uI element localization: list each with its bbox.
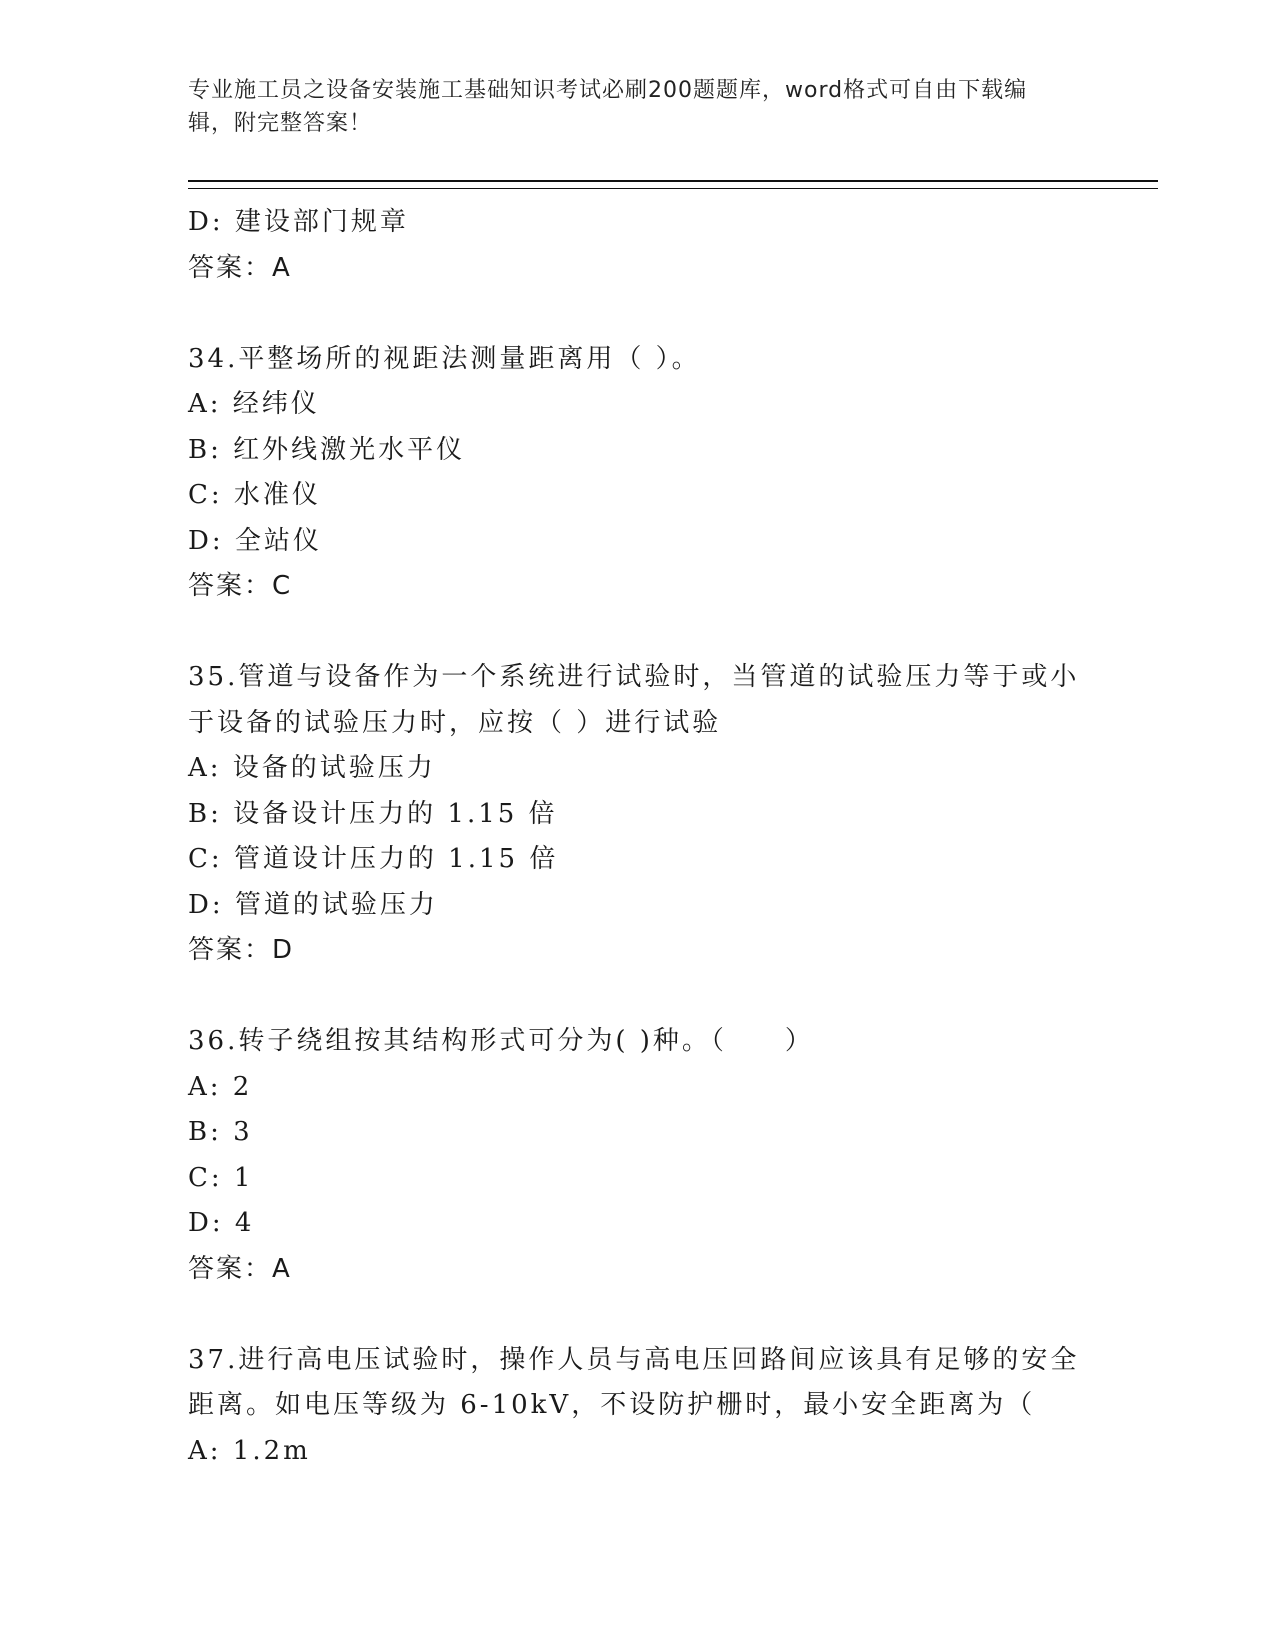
option-d: D: 4 [188, 1208, 255, 1238]
question-stem-line-2: 距离。如电压等级为 6-10kV，不设防护栅时，最小安全距离为（ [188, 1390, 1036, 1420]
spacer [188, 610, 1158, 656]
option-a: A: 经纬仪 [188, 389, 320, 419]
answer-line: 答案：C [188, 571, 293, 601]
question-34 [188, 337, 1158, 610]
option-c: C: 管道设计压力的 1.15 倍 [188, 844, 559, 874]
option-b: B: 红外线激光水平仪 [188, 434, 466, 465]
question-stem-line-1: 37.进行高电压试验时，操作人员与高电压回路间应该具有足够的安全 [188, 1344, 1080, 1375]
question-35 [188, 655, 1158, 974]
question-37 [188, 1338, 1158, 1475]
question-stem: 34.平整场所的视距法测量距离用（ ）。 [188, 343, 701, 374]
answer-line: 答案：D [188, 935, 295, 965]
question-stem-line-2: 于设备的试验压力时，应按（ ）进行试验 [188, 707, 722, 738]
option-d: D: 建设部门规章 [188, 207, 409, 237]
spacer [188, 974, 1158, 1020]
option-c: C: 1 [188, 1162, 254, 1193]
question-36 [188, 1019, 1158, 1292]
option-b: B: 3 [188, 1117, 253, 1147]
question-stem-line-1: 35.管道与设备作为一个系统进行试验时，当管道的试验压力等于或小 [188, 662, 1080, 692]
question-stem: 36.转子绕组按其结构形式可分为( )种。（ ） [188, 1026, 814, 1056]
option-a: A: 设备的试验压力 [188, 753, 436, 783]
spacer [188, 291, 1158, 337]
question-list [188, 200, 1158, 1474]
option-d: D: 全站仪 [188, 525, 322, 556]
option-d: D: 管道的试验压力 [188, 889, 438, 920]
answer-line: 答案：A [188, 252, 292, 283]
option-b: B: 设备设计压力的 1.15 倍 [188, 798, 558, 829]
option-c: C: 水准仪 [188, 480, 321, 510]
option-a: A: 2 [188, 1071, 253, 1102]
document-page [188, 74, 1158, 1474]
document-header: 专业施工员之设备安装施工基础知识考试必刷200题题库，word格式可自由下载编辑，附完整答案！ [188, 78, 1028, 136]
question-33-tail [188, 200, 1158, 291]
spacer [188, 1292, 1158, 1338]
option-a: A: 1.2m [188, 1435, 311, 1466]
header-divider [188, 180, 1158, 189]
answer-line: 答案：A [188, 1253, 292, 1284]
